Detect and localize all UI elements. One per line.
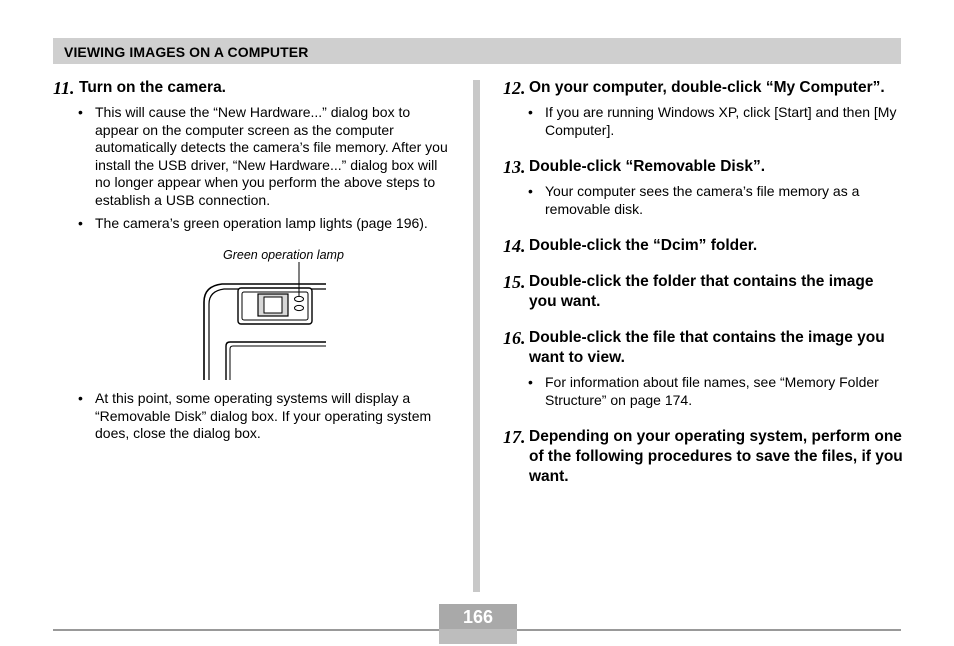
step-title: Turn on the camera. bbox=[79, 79, 226, 96]
step-16-bullets bbox=[503, 374, 903, 409]
green-lamp-icon bbox=[295, 296, 304, 301]
bullet-item: • This will cause the “New Hardware...” dialog box to appear on the computer screen as the computer automatically detects the camera’s file memory. After you install the USB driver, “New Hardware...” dialog box will no longer appear when you perform the above steps to establish a USB connection. bbox=[53, 104, 453, 209]
bullet-item: • At this point, some operating systems will display a “Removable Disk” dialog box. If your operating system does, close the dialog box. bbox=[53, 390, 453, 443]
step-title: Double-click the “Dcim” folder. bbox=[529, 237, 758, 254]
step-16-heading bbox=[503, 328, 903, 368]
step-13-bullets bbox=[503, 183, 903, 218]
bullet-item: • If you are running Windows XP, click [Start] and then [My Computer]. bbox=[503, 104, 903, 139]
section-title: VIEWING IMAGES ON A COMPUTER bbox=[64, 44, 309, 60]
step-11 bbox=[53, 78, 453, 233]
step-13 bbox=[503, 157, 903, 218]
left-column bbox=[53, 78, 453, 233]
bullet-item: • Your computer sees the camera’s file memory as a removable disk. bbox=[503, 183, 903, 218]
step-12 bbox=[503, 78, 903, 139]
section-header-bar bbox=[53, 38, 901, 64]
step-12-heading bbox=[503, 78, 903, 98]
step-11-heading bbox=[53, 78, 453, 98]
step-17 bbox=[503, 427, 903, 487]
step-number: 11. bbox=[53, 78, 75, 98]
bullet-item: • The camera’s green operation lamp lights (page 196). bbox=[53, 215, 453, 233]
page-number: 166 bbox=[439, 604, 517, 629]
camera-lamp-illustration bbox=[200, 262, 330, 382]
step-14-heading bbox=[503, 236, 903, 256]
step-number: 12. bbox=[503, 78, 526, 98]
step-title: Depending on your operating system, perform one of the following procedures to save the files, if you want. bbox=[529, 428, 903, 485]
step-number: 13. bbox=[503, 157, 526, 177]
step-17-heading bbox=[503, 427, 903, 487]
step-13-heading bbox=[503, 157, 903, 177]
step-15-heading bbox=[503, 272, 903, 312]
right-column bbox=[503, 78, 903, 487]
step-title: Double-click the file that contains the image you want to view. bbox=[529, 329, 885, 366]
column-divider bbox=[473, 80, 480, 592]
step-number: 15. bbox=[503, 272, 526, 292]
step-11-bullets bbox=[53, 104, 453, 233]
step-number: 17. bbox=[503, 427, 526, 447]
step-title: Double-click the folder that contains the image you want. bbox=[529, 273, 874, 310]
step-15 bbox=[503, 272, 903, 312]
step-12-bullets bbox=[503, 104, 903, 139]
after-figure-bullets bbox=[53, 390, 453, 443]
step-16 bbox=[503, 328, 903, 409]
step-number: 14. bbox=[503, 236, 526, 256]
figure-caption: Green operation lamp bbox=[223, 248, 344, 262]
step-number: 16. bbox=[503, 328, 526, 348]
page-number-tab bbox=[439, 629, 517, 644]
bullet-item: • For information about file names, see “Memory Folder Structure” on page 174. bbox=[503, 374, 903, 409]
step-title: Double-click “Removable Disk”. bbox=[529, 158, 766, 175]
step-title: On your computer, double-click “My Computer”. bbox=[529, 79, 885, 96]
page-number-box bbox=[439, 604, 517, 644]
step-14 bbox=[503, 236, 903, 256]
left-after-figure bbox=[53, 390, 453, 443]
